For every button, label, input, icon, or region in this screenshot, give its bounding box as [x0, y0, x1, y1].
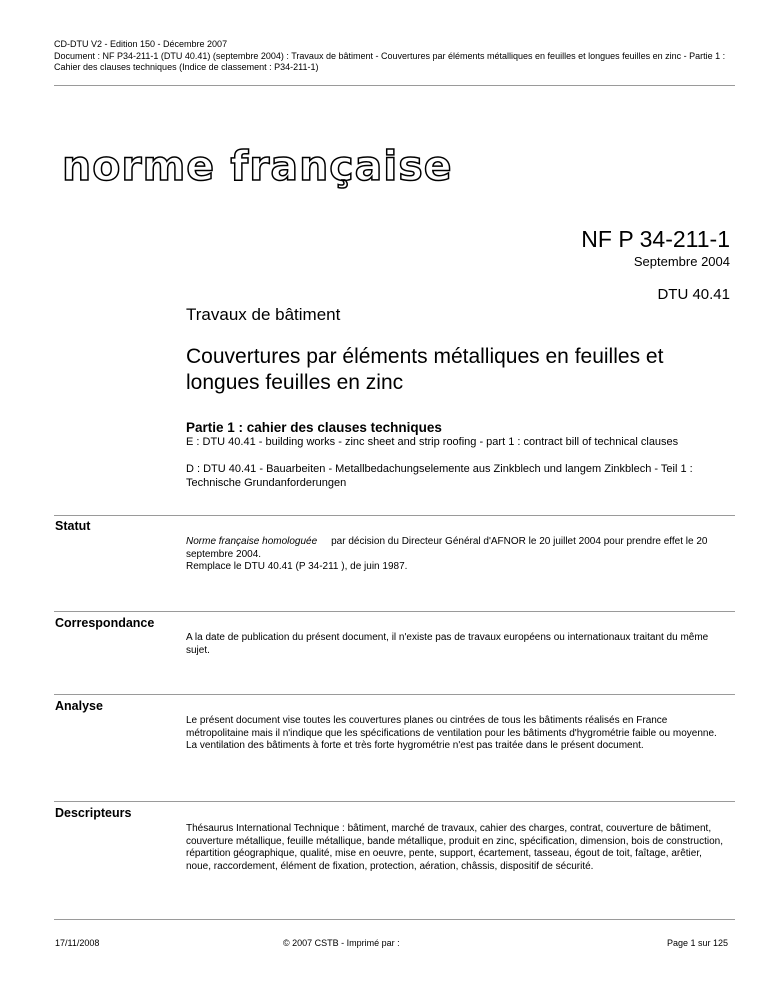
statut-text: par décision du Directeur Général d'AFNOR le 20 juillet 2004 pour prendre effet le 20 septembre 2004.: [186, 536, 708, 560]
section-label-descripteurs: Descripteurs: [55, 806, 132, 820]
part-title: Partie 1 : cahier des clauses techniques: [186, 420, 442, 435]
statut-replaces: Remplace le DTU 40.41 (P 34-211 ), de juin 1987.: [186, 561, 408, 572]
german-title: D : DTU 40.41 - Bauarbeiten - Metallbedachungselemente aus Zinkblech und langem Zinkblech - Teil 1 : Technische Grundanforderungen: [186, 463, 693, 489]
section-body-statut: [186, 536, 726, 574]
header-divider: [54, 85, 735, 86]
section-divider: [54, 694, 735, 695]
publication-date: Septembre 2004: [633, 254, 730, 269]
homologuee-label: Norme française homologuée: [186, 536, 318, 547]
footer-divider: [54, 919, 735, 920]
section-label-analyse: Analyse: [55, 699, 103, 713]
standard-reference: NF P 34-211-1: [581, 226, 730, 252]
section-divider: [54, 611, 735, 612]
document-title: Couvertures par éléments métalliques en feuilles et longues feuilles en zinc: [186, 345, 664, 394]
header-document-ref: Document : NF P34-211-1 (DTU 40.41) (septembre 2004) : Travaux de bâtiment - Couvertures par éléments métalliques en feuilles et longues feuilles en zinc - Partie 1 : Cahier des clauses techniques (Indice de classement : P34-211-1): [54, 50, 726, 72]
section-divider: [54, 515, 735, 516]
section-divider: [54, 801, 735, 802]
section-label-correspondance: Correspondance: [55, 616, 155, 630]
section-label-statut: Statut: [55, 519, 91, 533]
section-body-correspondance: A la date de publication du présent document, il n'existe pas de travaux européens ou internationaux traitant du même sujet.: [186, 632, 709, 656]
section-body-analyse: Le présent document vise toutes les couvertures planes ou cintrées de tous les bâtiments réalisés en France métropolitaine mais il n'indique que les spécifications de ventilation pour les bâtiments d'hygrométrie faible ou moyenne. La ventilation des bâtiments à forte et très forte hygrométrie n'est pas traitée dans le présent document.: [186, 715, 717, 751]
dtu-number: DTU 40.41: [657, 286, 730, 303]
footer-copyright: © 2007 CSTB - Imprimé par :: [283, 938, 400, 948]
section-body-descripteurs: Thésaurus International Technique : bâtiment, marché de travaux, cahier des charges, contrat, couverture de bâtiment, couverture métallique, feuille métallique, bande métallique, produit en zinc, spécification, dimension, bois de construction, répartition géographique, qualité, mise en oeuvre, pente, support, écartement, tasseau, égout de toit, faîtage, arêtier, noue, raccordement, élément de fixation, protection, aération, châssis, dispositif de sécurité.: [186, 823, 723, 872]
subject-heading: Travaux de bâtiment: [186, 305, 341, 324]
footer-page-number: Page 1 sur 125: [666, 938, 728, 948]
footer-date: 17/11/2008: [55, 938, 100, 948]
english-title: E : DTU 40.41 - building works - zinc sheet and strip roofing - part 1 : contract bill of technical clauses: [186, 436, 679, 448]
document-header: [54, 39, 734, 74]
brand-title: norme française: [62, 142, 453, 190]
header-edition: CD-DTU V2 - Edition 150 - Décembre 2007: [54, 39, 228, 49]
